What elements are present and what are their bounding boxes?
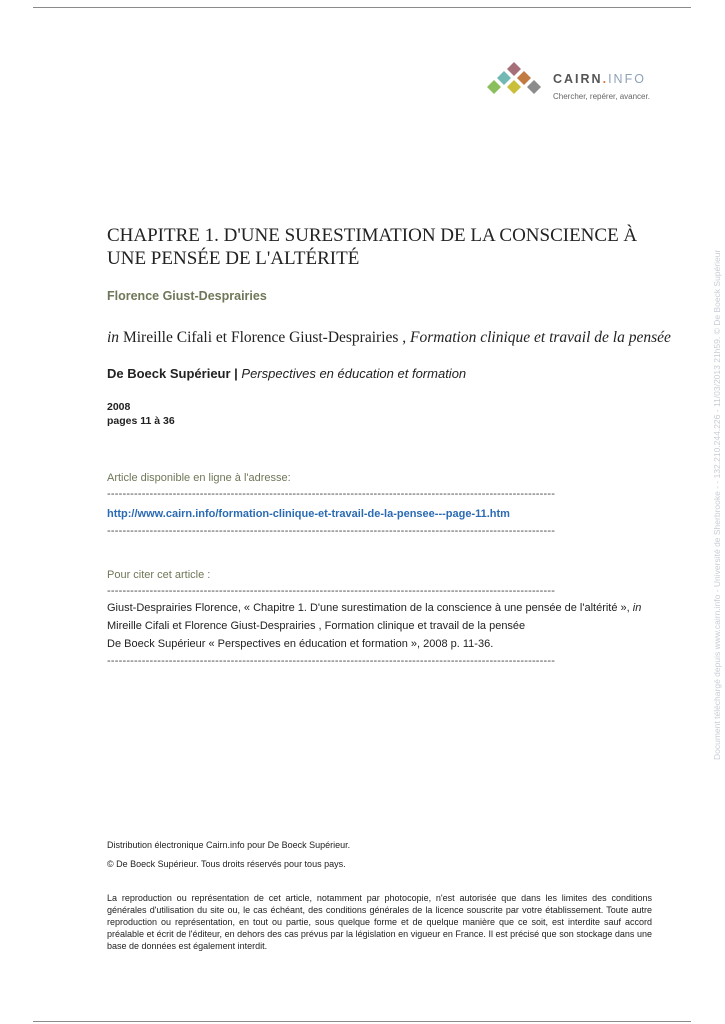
cairn-logo[interactable]	[485, 60, 665, 104]
legal-notice: La reproduction ou représentation de cet article, notamment par photocopie, n'est autorisée que dans les limites des conditions générales d'utilisation du site ou, le cas échéant, des conditions générales de la licence souscrite par votre établissement. Toute autre reproduction ou représentation, en tout ou partie, sous quelque forme et de quelque manière que ce soit, est interdite sauf accord préalable et écrit de l'éditeur, en dehors des cas prévus par la législation en vigueur en France. Il est précisé que son stockage dans une base de données est également interdit.	[107, 893, 652, 951]
citation-text: Giust-Desprairies Florence, « Chapitre 1. D'une surestimation de la conscience à une pensée de l'altérité », in Mireille Cifali et Florence Giust-Desprairies , Formation clinique et travail de la pensée De Boeck Supérieur « Perspectives en éducation et formation », 2008 p. 11-36.	[107, 602, 642, 650]
dashed-divider: --------------------------------------------------------------------------------------------------------------------	[107, 488, 556, 500]
citation-label: Pour citer cet article :	[107, 569, 211, 581]
dashed-divider: --------------------------------------------------------------------------------------------------------------------	[107, 655, 556, 667]
copyright-line: © De Boeck Supérieur. Tous droits réservés pour tous pays.	[107, 859, 346, 869]
article-url-link[interactable]: http://www.cairn.info/formation-clinique-et-travail-de-la-pensee---page-11.htm	[107, 508, 510, 520]
diamond-tile	[517, 71, 531, 85]
article-title: CHAPITRE 1. D'UNE SURESTIMATION DE LA CONSCIENCE À UNE PENSÉE DE L'ALTÉRITÉ	[107, 225, 638, 269]
availability-block	[107, 472, 677, 537]
dashed-divider: --------------------------------------------------------------------------------------------------------------------	[107, 525, 556, 537]
bottom-rule	[33, 1021, 691, 1022]
author-name: Florence Giust-Desprairies	[107, 289, 267, 303]
brand-tagline: Chercher, repérer, avancer.	[553, 92, 650, 101]
publication-year: 2008	[107, 401, 131, 413]
distribution-notice	[107, 836, 677, 874]
top-rule	[33, 7, 691, 8]
diamond-tile	[507, 62, 521, 76]
diamond-tile	[487, 80, 501, 94]
citation-block	[107, 569, 677, 667]
distribution-line: Distribution électronique Cairn.info pour De Boeck Supérieur.	[107, 840, 351, 850]
publisher-line: De Boeck Supérieur | Perspectives en éducation et formation	[107, 366, 467, 381]
availability-label: Article disponible en ligne à l'adresse:	[107, 472, 291, 484]
dashed-divider: --------------------------------------------------------------------------------------------------------------------	[107, 585, 556, 597]
diamond-tile	[497, 71, 511, 85]
publication-info	[107, 400, 677, 428]
book-reference: in Mireille Cifali et Florence Giust-Desprairies , Formation clinique et travail de la pensée	[107, 329, 671, 346]
brand-name: CAIRN.INFO	[553, 72, 646, 86]
diamond-tile	[507, 80, 521, 94]
diamond-tile	[527, 80, 541, 94]
diamond-mosaic-icon	[485, 60, 547, 104]
page-range: pages 11 à 36	[107, 415, 175, 427]
